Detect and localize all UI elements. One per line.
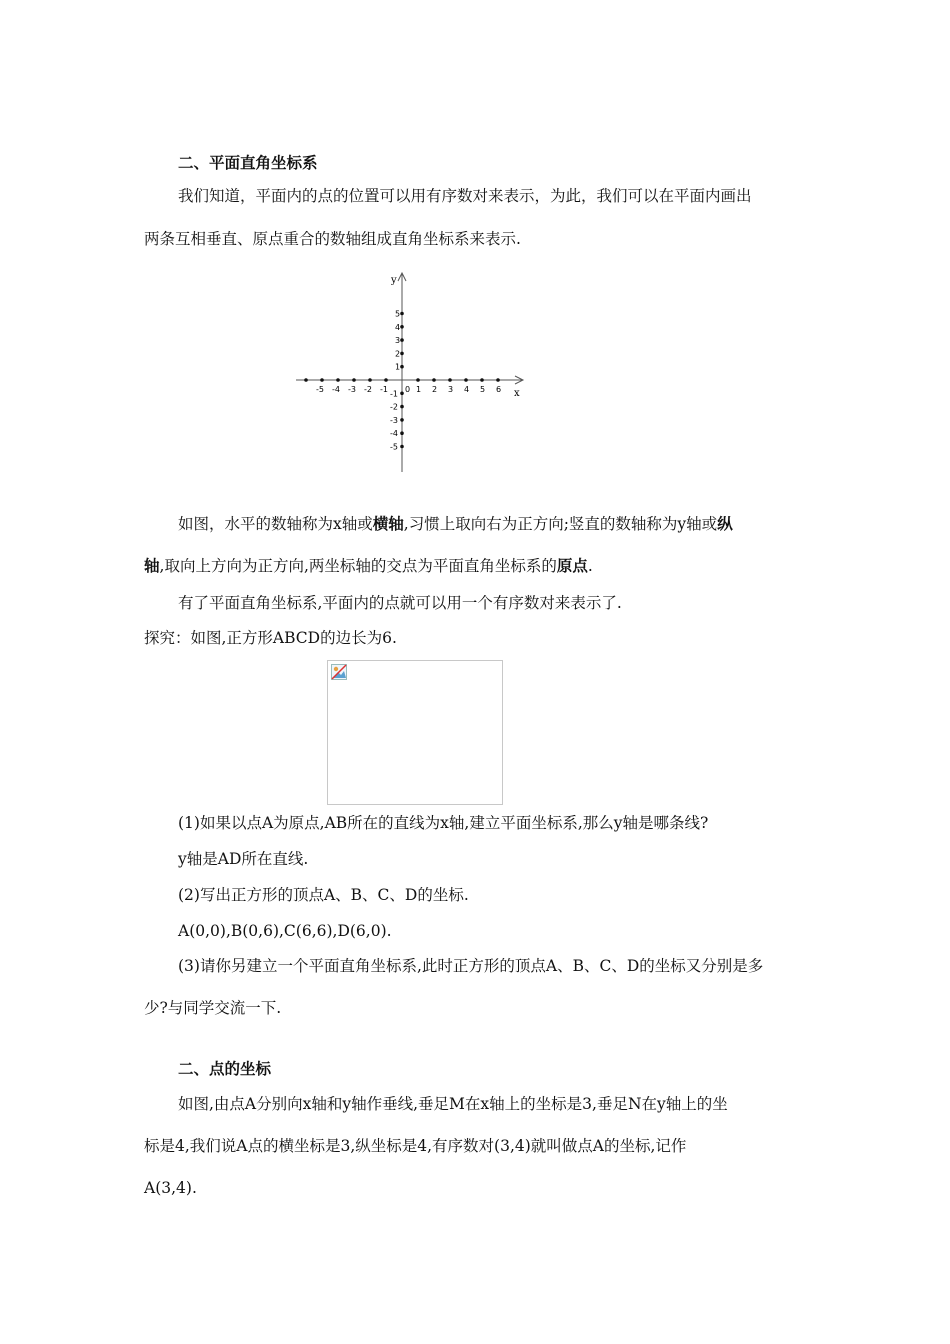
question-3-line-2: 少?与同学交流一下. — [144, 999, 282, 1017]
x-tick-label: -4 — [332, 385, 340, 394]
definition-text: . — [587, 557, 593, 575]
y-axis-label: y — [391, 275, 397, 286]
x-tick-label: 3 — [448, 385, 454, 394]
term-origin: 原点 — [556, 557, 588, 575]
point-coordinates-line-1: 如图,由点A分别向x轴和y轴作垂线,垂足M在x轴上的坐标是3,垂足N在y轴上的坐 — [178, 1095, 728, 1113]
x-axis-point — [352, 378, 356, 382]
x-axis-point — [320, 378, 324, 382]
y-tick-label: 5 — [395, 309, 401, 319]
intro-paragraph-line-2: 两条互相垂直、原点重合的数轴组成直角坐标系来表示. — [144, 230, 521, 248]
definition-line-2 — [144, 556, 593, 576]
y-tick-label: 2 — [395, 349, 401, 359]
x-tick-label: -2 — [364, 385, 372, 394]
intro-paragraph-line-1: 我们知道，平面内的点的位置可以用有序数对来表示，为此，我们可以在平面内画出 — [178, 187, 752, 205]
square-abcd-image-placeholder — [327, 660, 503, 805]
definition-line-3: 有了平面直角坐标系,平面内的点就可以用一个有序数对来表示了. — [178, 594, 622, 612]
x-tick-label: -1 — [380, 385, 388, 394]
y-tick-label: 1 — [395, 362, 401, 372]
y-axis-point — [400, 418, 404, 422]
y-axis-point — [400, 392, 404, 396]
y-axis-point — [400, 405, 404, 409]
y-tick-label: -1 — [390, 389, 398, 399]
section-heading-point-coordinates: 二、点的坐标 — [178, 1060, 272, 1078]
term-vertical-axis-part: 纵 — [717, 515, 733, 533]
y-tick-label: -4 — [390, 429, 398, 439]
point-coordinates-line-2: 标是4,我们说A点的横坐标是3,纵坐标是4,有序数对(3,4)就叫做点A的坐标,记作 — [144, 1137, 687, 1155]
y-tick-label: 3 — [395, 336, 401, 346]
x-axis-point — [384, 378, 388, 382]
x-tick-label: 1 — [416, 385, 422, 394]
definition-text: ,取向上方向为正方向,两坐标轴的交点为平面直角坐标系的 — [159, 557, 557, 575]
y-axis-point — [400, 325, 404, 329]
y-axis-point — [400, 352, 404, 356]
question-1: (1)如果以点A为原点,AB所在的直线为x轴,建立平面坐标系,那么y轴是哪条线? — [178, 814, 709, 832]
question-3-line-1: (3)请你另建立一个平面直角坐标系,此时正方形的顶点A、B、C、D的坐标又分别是多 — [178, 957, 764, 975]
definition-text: 如图，水平的数轴称为x轴或 — [178, 515, 373, 533]
answer-2: A(0,0),B(0,6),C(6,6),D(6,0). — [178, 922, 392, 940]
x-tick-label: 2 — [432, 385, 438, 394]
question-2: (2)写出正方形的顶点A、B、C、D的坐标. — [178, 886, 469, 904]
y-tick-label: -5 — [390, 442, 398, 452]
x-axis-point — [448, 378, 452, 382]
x-axis-point — [336, 378, 340, 382]
y-axis-point — [400, 312, 404, 316]
origin-label: 0 — [405, 385, 411, 394]
x-tick-label: -3 — [348, 385, 356, 394]
x-axis-point — [416, 378, 420, 382]
coordinate-axes-figure — [290, 262, 530, 477]
y-axis-point — [400, 445, 404, 449]
y-axis-point — [400, 365, 404, 369]
x-axis-point — [432, 378, 436, 382]
x-tick-label: 4 — [464, 385, 470, 394]
y-axis-point — [400, 338, 404, 342]
section-heading-plane-coordinates: 二、平面直角坐标系 — [178, 154, 318, 172]
y-tick-label: -3 — [390, 415, 398, 425]
definition-line-1 — [178, 514, 733, 534]
x-axis-point — [368, 378, 372, 382]
y-tick-label: 4 — [395, 322, 401, 332]
definition-text: ,习惯上取向右为正方向;竖直的数轴称为y轴或 — [403, 515, 718, 533]
answer-1: y轴是AD所在直线. — [178, 850, 309, 868]
x-tick-label: 6 — [496, 385, 502, 394]
term-vertical-axis-part: 轴 — [144, 557, 160, 575]
term-horizontal-axis: 横轴 — [372, 515, 404, 533]
x-axis-point — [464, 378, 468, 382]
broken-image-icon — [331, 664, 347, 680]
x-axis-point — [304, 378, 308, 382]
y-axis-point — [400, 431, 404, 435]
explore-prompt: 探究：如图,正方形ABCD的边长为6. — [144, 629, 397, 647]
y-tick-label: -2 — [390, 402, 398, 412]
x-axis-point — [496, 378, 500, 382]
point-coordinates-line-3: A(3,4). — [144, 1179, 197, 1197]
x-axis-point — [480, 378, 484, 382]
x-axis-label: x — [514, 388, 520, 399]
x-tick-label: -5 — [316, 385, 324, 394]
x-tick-label: 5 — [480, 385, 486, 394]
